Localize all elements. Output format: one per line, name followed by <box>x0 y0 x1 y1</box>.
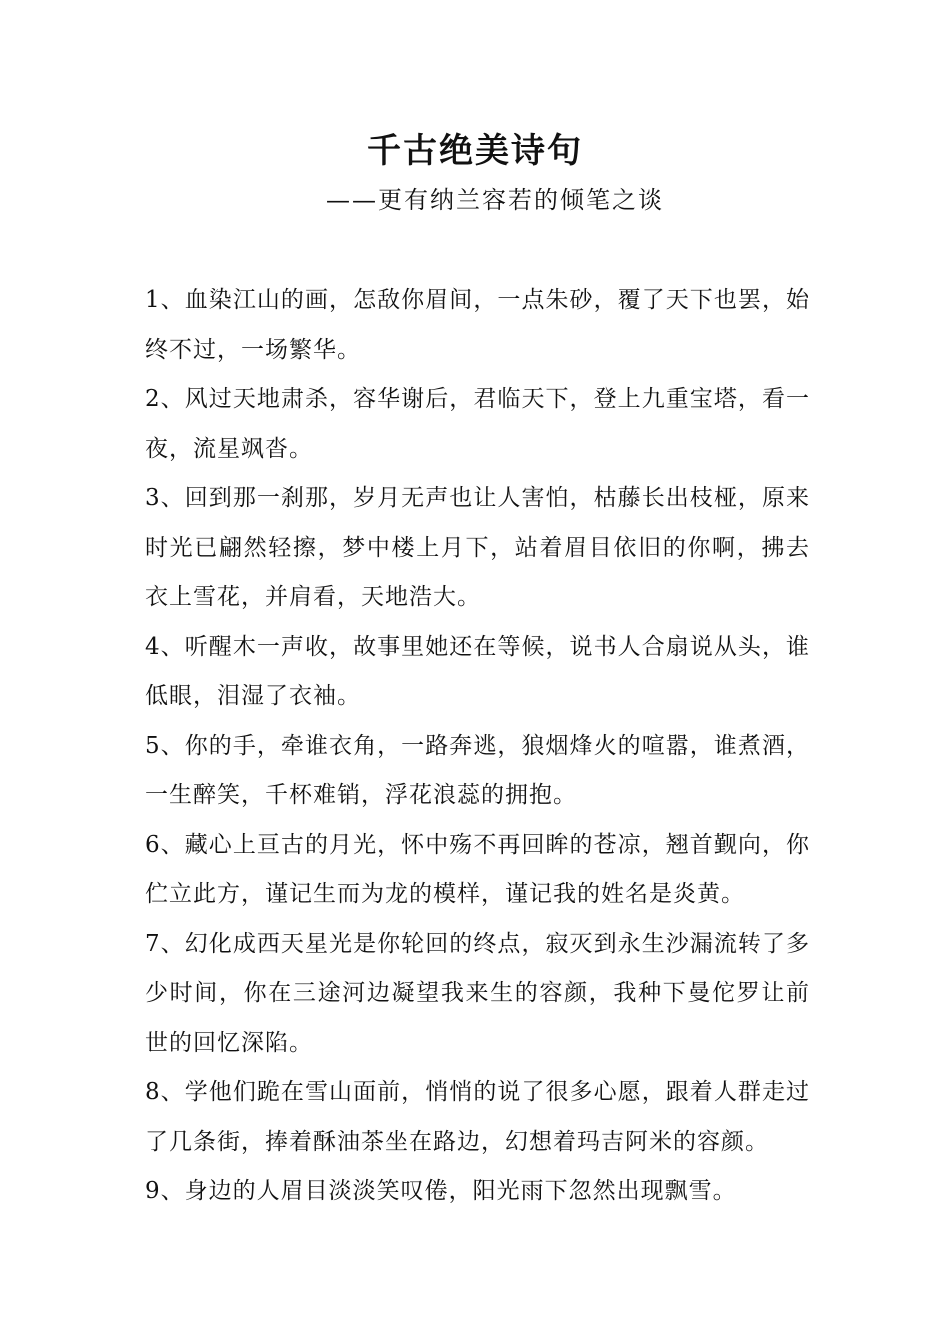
document-subtitle: ——更有纳兰容若的倾笔之谈 <box>326 186 664 214</box>
document-title: 千古绝美诗句 <box>367 131 583 171</box>
poem-line-5: 5、你的手，牵谁衣角，一路奔逃，狼烟烽火的喧嚣，谁煮酒，一生醉笑，千杯难销，浮花浪蕊的拥抱。 <box>145 732 810 808</box>
poem-line-6: 6、藏心上亘古的月光，怀中殇不再回眸的苍凉，翘首觐向，你伫立此方，谨记生而为龙的模样，谨记我的姓名是炎黄。 <box>145 831 810 907</box>
poem-line-4: 4、听醒木一声收，故事里她还在等候，说书人合扇说从头，谁低眼，泪湿了衣袖。 <box>145 633 810 709</box>
poem-line-7: 7、幻化成西天星光是你轮回的终点，寂灭到永生沙漏流转了多少时间，你在三途河边凝望我来生的容颜，我种下曼佗罗让前世的回忆深陷。 <box>145 930 810 1056</box>
poem-line-3: 3、回到那一刹那，岁月无声也让人害怕，枯藤长出枝桠，原来时光已翩然轻擦，梦中楼上月下，站着眉目依旧的你啊，拂去衣上雪花，并肩看，天地浩大。 <box>145 485 810 610</box>
document-body <box>145 276 810 1217</box>
poem-line-9: 9、身边的人眉目淡淡笑叹倦，阳光雨下忽然出现飘雪。 <box>145 1178 737 1204</box>
poem-line-8: 8、学他们跪在雪山面前，悄悄的说了很多心愿，跟着人群走过了几条街，捧着酥油茶坐在路边，幻想着玛吉阿米的容颜。 <box>145 1079 810 1155</box>
poem-line-1: 1、血染江山的画，怎敌你眉间，一点朱砂，覆了天下也罢，始终不过，一场繁华。 <box>145 287 810 363</box>
poem-line-2: 2、风过天地肃杀，容华谢后，君临天下，登上九重宝塔，看一夜，流星飒沓。 <box>145 386 810 462</box>
